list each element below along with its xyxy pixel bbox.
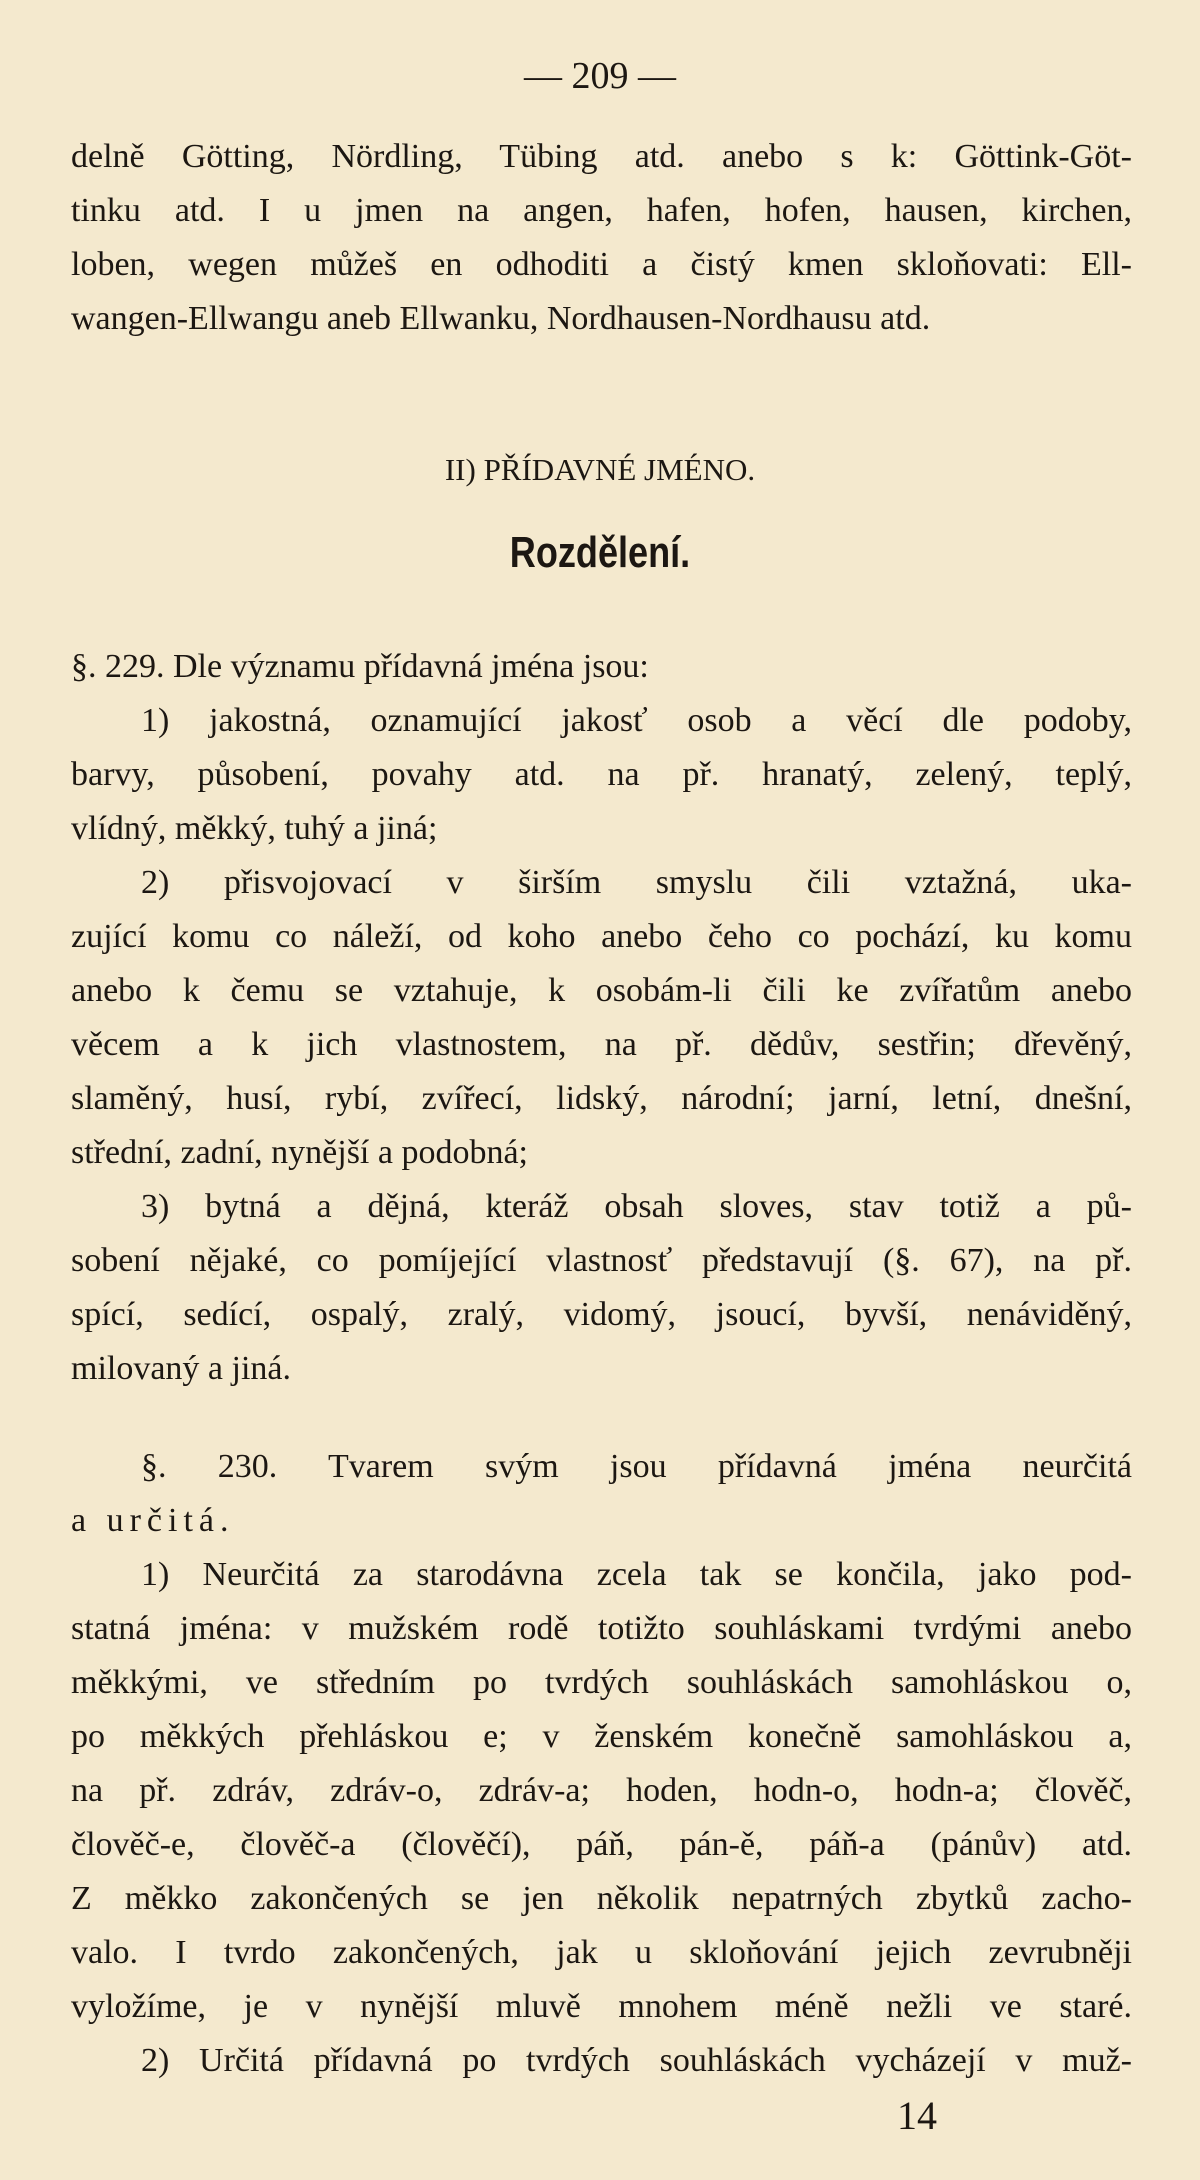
text-line: zující komu co náleží, od koho anebo čeho co pochází, ku komu (71, 918, 1132, 955)
text-line: statná jména: v mužském rodě totižto souhláskami tvrdými anebo (71, 1610, 1132, 1647)
text-line: 1) jakostná, oznamující jakosť osob a věcí dle podoby, (141, 702, 1132, 739)
text-line: sobení nějaké, co pomíjející vlastnosť představují (§. 67), na př. (71, 1242, 1132, 1279)
text-line: Z měkko zakončených se jen několik nepatrných zbytků zacho- (71, 1880, 1132, 1917)
text-line: delně Götting, Nördling, Tübing atd. anebo s k: Göttink-Göt- (71, 138, 1132, 175)
text-line: po měkkých přehláskou e; v ženském konečně samohláskou a, (71, 1718, 1132, 1755)
text-line: člověč-e, člověč-a (člověčí), páň, pán-ě, páň-a (pánův) atd. (71, 1826, 1132, 1863)
text-line: wangen-Ellwangu aneb Ellwanku, Nordhausen-Nordhausu atd. (71, 300, 931, 337)
paragraph-230-heading: §. 230. Tvarem svým jsou přídavná jména neurčitá (141, 1448, 1132, 1485)
text-line: 3) bytná a dějná, kteráž obsah sloves, stav totiž a pů- (141, 1188, 1132, 1225)
text-line: barvy, působení, povahy atd. na př. hranatý, zelený, teplý, (71, 756, 1132, 793)
text-line: na př. zdráv, zdráv-o, zdráv-a; hoden, hodn-o, hodn-a; člověč, (71, 1772, 1132, 1809)
text-line: 2) Určitá přídavná po tvrdých souhláskách vycházejí v muž- (141, 2042, 1132, 2079)
page-number: — 209 — (524, 55, 676, 97)
section-heading: II) PŘÍDAVNÉ JMÉNO. (444, 452, 756, 487)
text-line: měkkými, ve středním po tvrdých souhláskách samohláskou o, (71, 1664, 1132, 1701)
text-line: tinku atd. I u jmen na angen, hafen, hofen, hausen, kirchen, (71, 192, 1132, 229)
text-line: slaměný, husí, rybí, zvířecí, lidský, národní; jarní, letní, dnešní, (71, 1080, 1132, 1117)
signature-mark: 14 (897, 2093, 937, 2138)
subheading: Rozdělení. (509, 528, 691, 577)
paragraph-229-heading: §. 229. Dle významu přídavná jména jsou: (71, 648, 649, 685)
text-line: valo. I tvrdo zakončených, jak u skloňování jejich zevrubněji (71, 1934, 1132, 1971)
text-line: anebo k čemu se vztahuje, k osobám-li čili ke zvířatům anebo (71, 972, 1132, 1009)
text-line: 2) přisvojovací v širším smyslu čili vztažná, uka- (141, 864, 1132, 901)
text-line: loben, wegen můžeš en odhoditi a čistý kmen skloňovati: Ell- (71, 246, 1132, 283)
text-line: vyložíme, je v nynější mluvě mnohem méně nežli ve staré. (71, 1988, 1132, 2025)
text-line: věcem a k jich vlastnostem, na př. dědův, sestřin; dřevěný, (71, 1026, 1132, 1063)
text-line: vlídný, měkký, tuhý a jiná; (71, 810, 438, 847)
text-line: a určitá. (71, 1502, 235, 1539)
text-line: milovaný a jiná. (71, 1350, 292, 1387)
text-line: 1) Neurčitá za starodávna zcela tak se končila, jako pod- (141, 1556, 1132, 1593)
text-line: spící, sedící, ospalý, zralý, vidomý, jsoucí, byvší, nenáviděný, (71, 1296, 1132, 1333)
text-line: střední, zadní, nynější a podobná; (71, 1134, 529, 1171)
